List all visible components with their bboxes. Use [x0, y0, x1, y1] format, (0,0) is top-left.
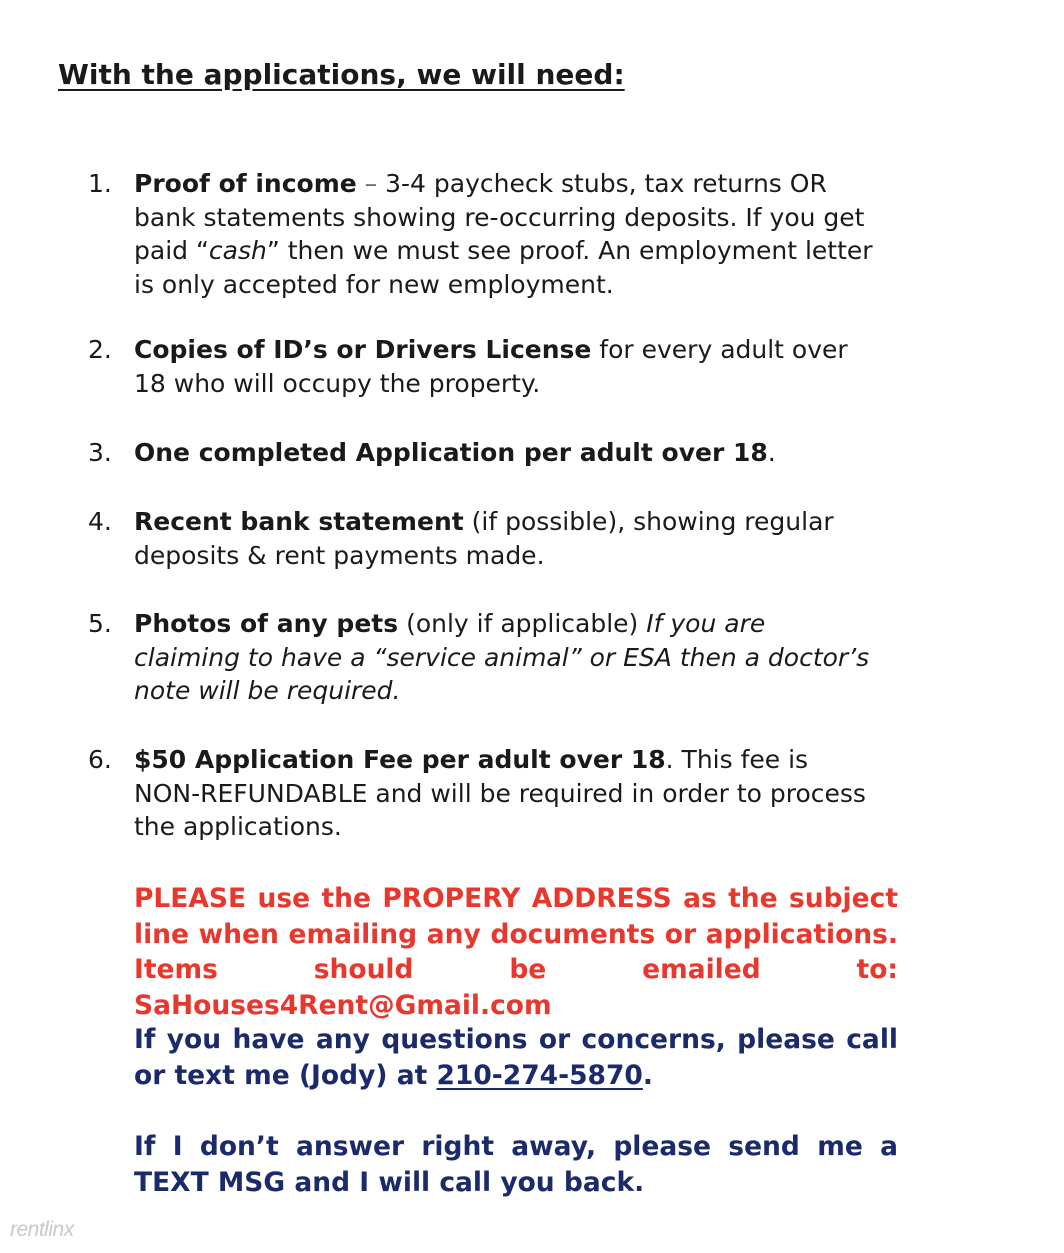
text-message-note: If I don’t answer right away, please send me a TEXT MSG and I will call you back.: [134, 1131, 898, 1198]
phone-number-link[interactable]: 210-274-5870: [436, 1059, 643, 1091]
rentlinx-watermark: rentlinx: [10, 1218, 74, 1241]
list-item-id-copies: [88, 333, 878, 400]
list-item-title: Photos of any pets: [134, 609, 399, 638]
list-item-body: [134, 167, 878, 301]
list-item-italic: cash: [208, 236, 267, 265]
list-item-body: [134, 436, 878, 470]
list-item-text-continued: ” then we must see proof. An employment letter is only accepted for new employment.: [134, 236, 873, 299]
list-item-body: [134, 607, 878, 708]
list-item-title: Copies of ID’s or Drivers License: [134, 335, 592, 364]
contact-note-period: .: [642, 1059, 653, 1091]
email-instructions-note: PLEASE use the PROPERY ADDRESS as the subject line when emailing any documents or applications. Items should be emailed to: SaHouses4Rent@Gmail.com: [134, 883, 898, 1021]
list-item-body: [134, 505, 878, 572]
list-item-number: 1.: [88, 169, 112, 198]
list-item-pet-photos: [88, 607, 878, 708]
list-item-number: 2.: [88, 335, 112, 364]
list-item-text: (if possible), showing regular deposits & rent payments made.: [134, 507, 834, 570]
list-item-text: .: [767, 438, 776, 467]
list-item-title: One completed Application per adult over 18: [134, 438, 768, 467]
list-item-title: Proof of income: [134, 169, 357, 198]
list-item-completed-application: [88, 436, 878, 470]
contact-note: [134, 1022, 898, 1093]
list-item-text: (only if applicable): [398, 609, 647, 638]
list-item-proof-of-income: [88, 167, 878, 301]
contact-note-text: If you have any questions or concerns, please call or text me (Jody) at: [134, 1024, 898, 1091]
list-item-bank-statement: [88, 505, 878, 572]
list-item-body: [134, 333, 878, 400]
list-item-number: 5.: [88, 609, 112, 638]
list-item-text: 3-4 paycheck stubs, tax returns OR bank statements showing re-occurring deposits. If you get paid “: [134, 169, 865, 265]
list-item-body: [134, 743, 878, 844]
list-item-number: 4.: [88, 507, 112, 536]
list-item-title: $50 Application Fee per adult over 18: [134, 745, 666, 774]
list-item-italic: If you are claiming to have a “service animal” or ESA then a doctor’s note will be required.: [134, 609, 870, 705]
page-heading: With the applications, we will need:: [58, 58, 625, 91]
list-item-number: 3.: [88, 438, 112, 467]
list-item-application-fee: [88, 743, 878, 844]
list-item-text: for every adult over 18 who will occupy the property.: [134, 335, 848, 398]
list-item-text: . This fee is NON-REFUNDABLE and will be required in order to process the applications.: [134, 745, 866, 841]
list-item-dash: –: [356, 169, 386, 198]
list-item-title: Recent bank statement: [134, 507, 464, 536]
list-item-number: 6.: [88, 745, 112, 774]
